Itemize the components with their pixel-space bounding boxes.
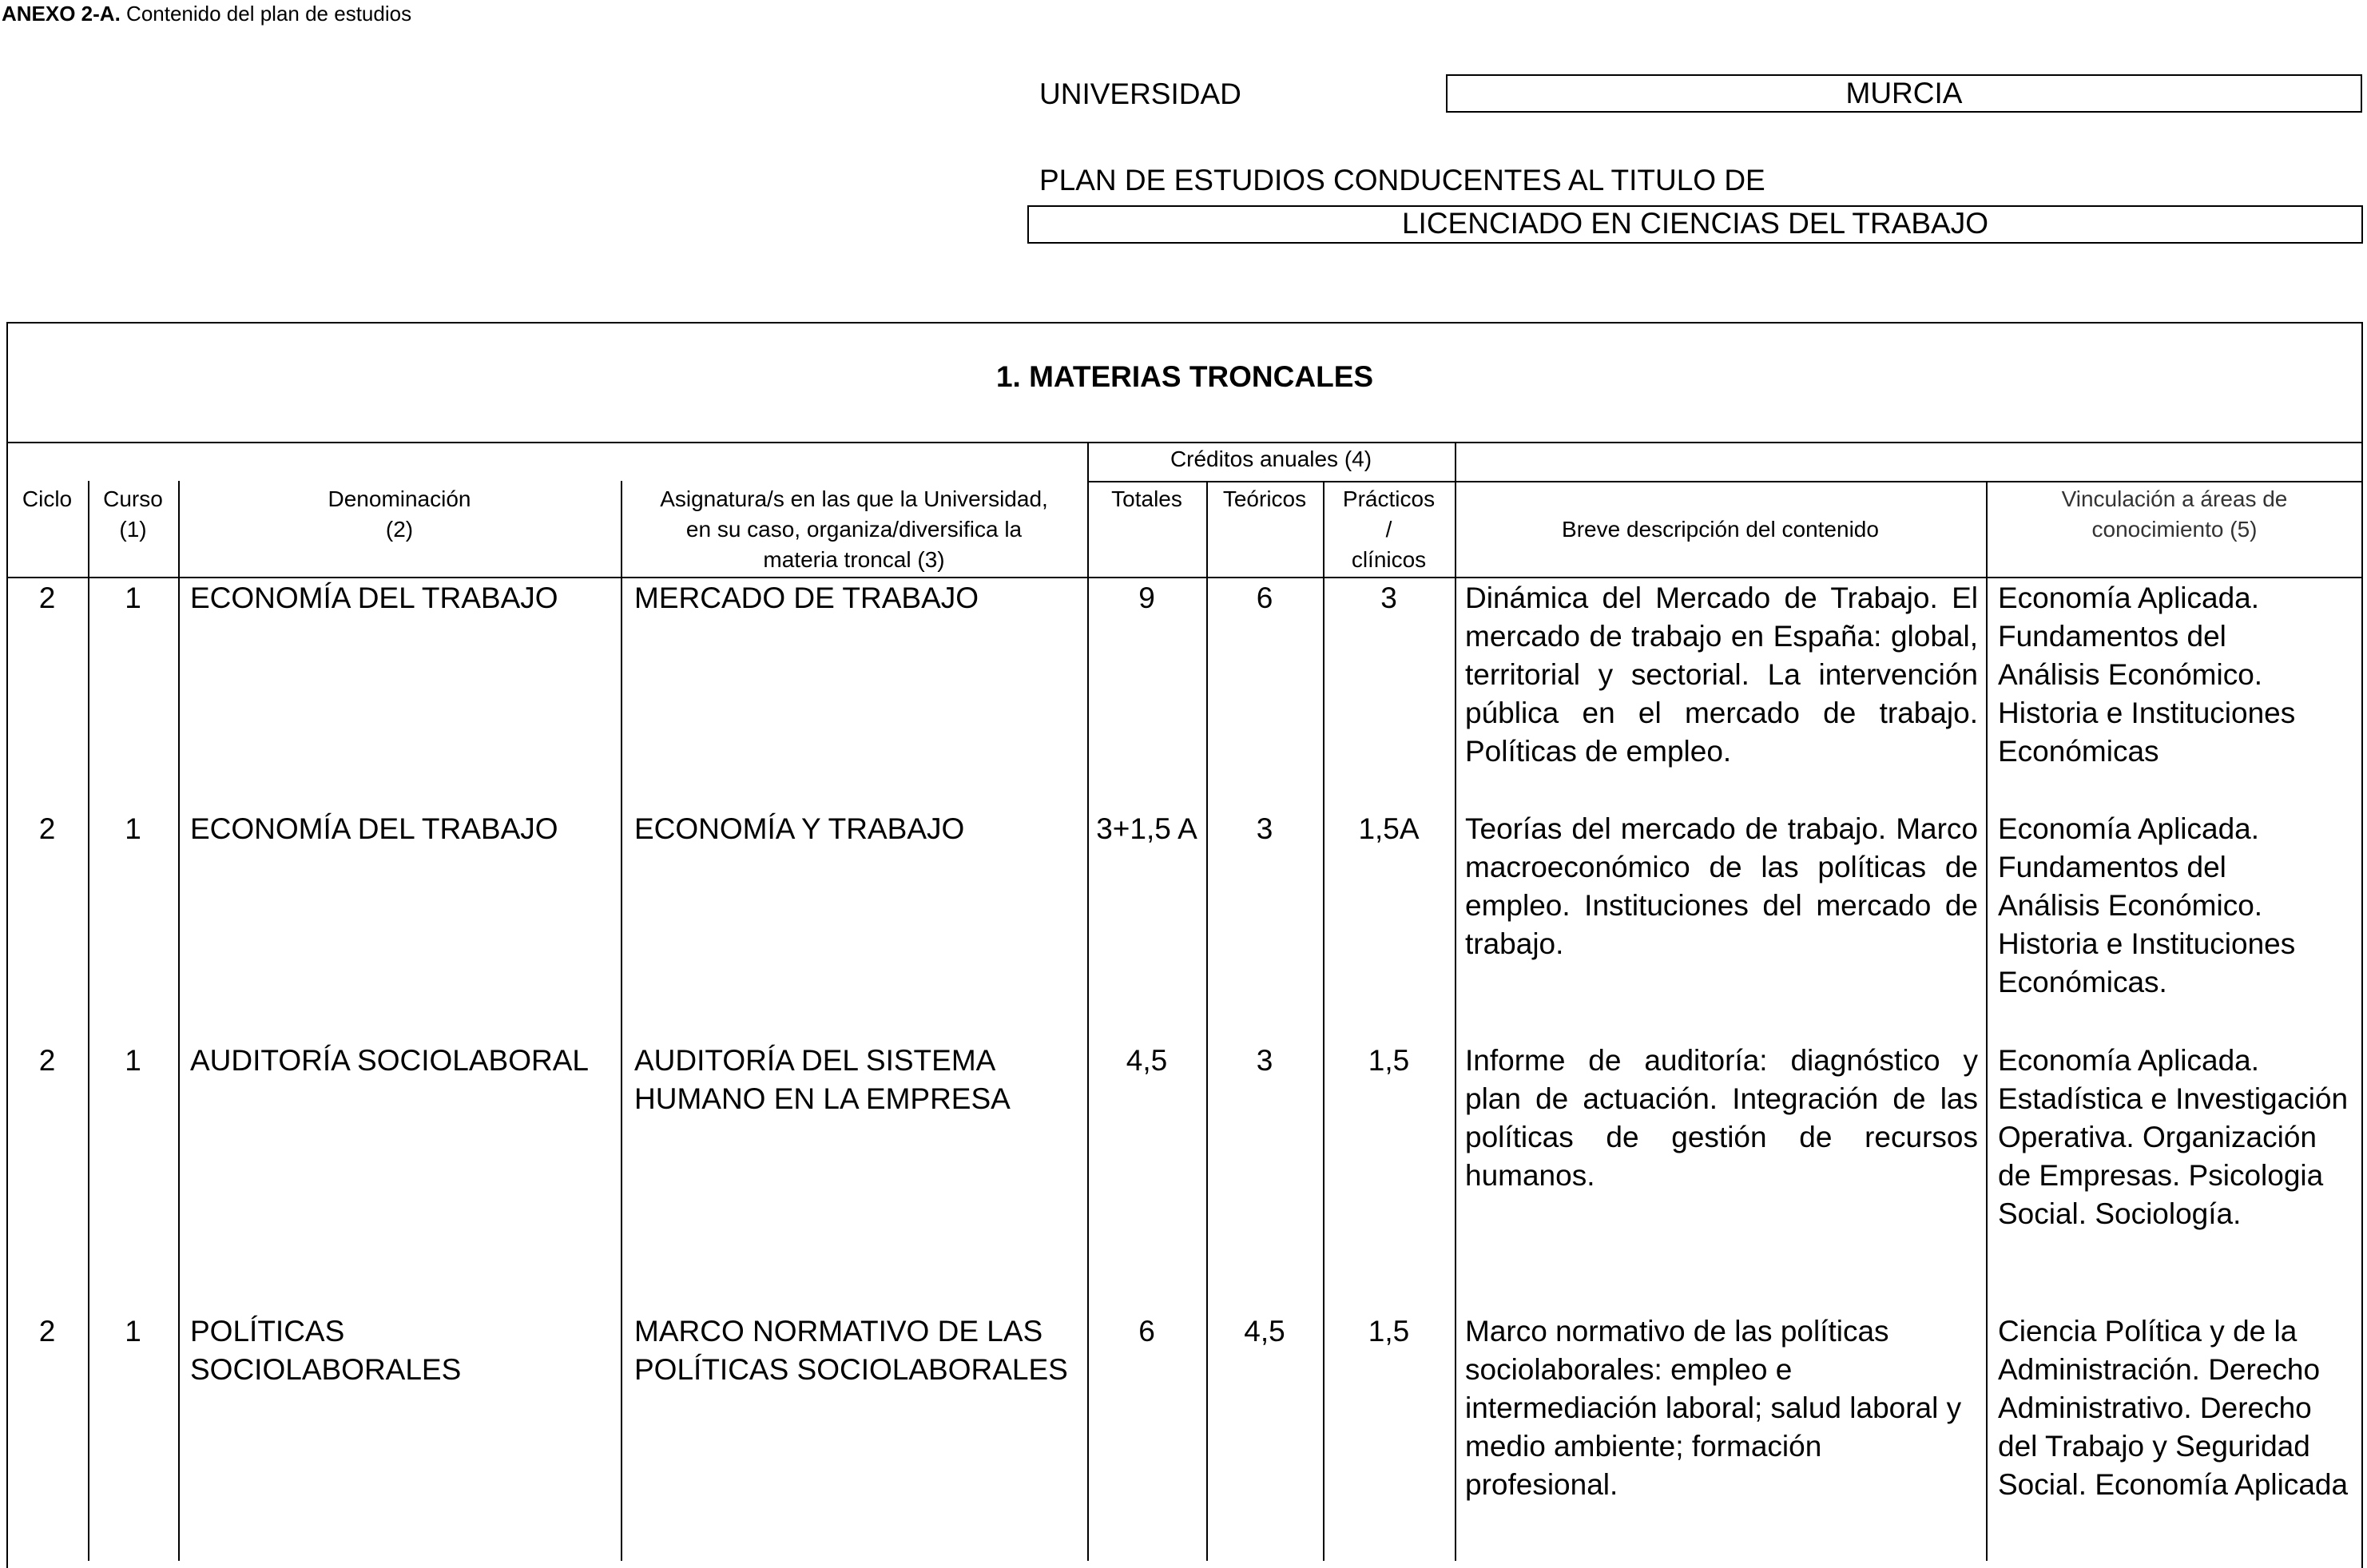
col-sep-1 xyxy=(88,481,89,1561)
col-sep-6 xyxy=(1323,481,1324,1561)
row3-descripcion: Informe de auditoría: diagnóstico y plan de actuación. Integración de las políticas de gestión de recursos humanos. xyxy=(1465,1044,1978,1192)
col-sep-5 xyxy=(1206,481,1208,1561)
row1-vinculacion: Economía Aplicada. Fundamentos del Análisis Económico. Historia e Instituciones Económicas xyxy=(1998,582,2296,768)
row4-totales: 6 xyxy=(1138,1315,1155,1348)
header-vinculacion xyxy=(1986,484,2363,545)
header-curso xyxy=(88,484,178,545)
header-curso-line1: Curso xyxy=(103,486,163,511)
col-sep-8 xyxy=(1986,481,1988,1561)
row1-denominacion: ECONOMÍA DEL TRABAJO xyxy=(190,582,558,614)
header-practicos xyxy=(1323,484,1455,575)
plan-label: PLAN DE ESTUDIOS CONDUCENTES AL TITULO DE xyxy=(1039,164,1765,196)
header-ciclo: Ciclo xyxy=(22,486,73,511)
row2-curso: 1 xyxy=(125,812,141,845)
row1-teoricos: 6 xyxy=(1256,582,1273,614)
row3-totales: 4,5 xyxy=(1126,1044,1168,1077)
credits-group-header: Créditos anuales (4) xyxy=(1170,447,1372,471)
row2-vinculacion: Economía Aplicada. Fundamentos del Análisis Económico. Historia e Instituciones Económicas. xyxy=(1998,812,2296,998)
row2-practicos: 1,5A xyxy=(1358,812,1420,845)
row3-vinculacion: Economía Aplicada. Estadística e Investigación Operativa. Organización de Empresas. Psicologia Social. Sociología. xyxy=(1998,1044,2349,1230)
row2-totales: 3+1,5 A xyxy=(1096,812,1197,845)
row3-curso: 1 xyxy=(125,1044,141,1077)
row4-ciclo: 2 xyxy=(38,1315,56,1348)
rule-title-bottom xyxy=(6,442,2363,443)
annex-text: Contenido del plan de estudios xyxy=(120,2,412,26)
row4-practicos: 1,5 xyxy=(1368,1315,1410,1348)
header-descripcion: Breve descripción del contenido xyxy=(1562,517,1879,542)
header-practicos-line2: / xyxy=(1385,517,1392,542)
header-asignatura-line1: Asignatura/s en las que la Universidad, xyxy=(660,486,1048,511)
header-asignatura-line2: en su caso, organiza/diversifica la xyxy=(685,517,1023,542)
row1-asignatura: MERCADO DE TRABAJO xyxy=(634,582,979,614)
annex-label: ANEXO 2-A. xyxy=(2,2,121,26)
header-practicos-line1: Prácticos xyxy=(1342,486,1436,511)
row1-practicos: 3 xyxy=(1380,582,1397,614)
header-denominacion-line2: (2) xyxy=(385,517,414,542)
header-curso-line2: (1) xyxy=(119,517,147,542)
row2-ciclo: 2 xyxy=(38,812,56,845)
row1-ciclo: 2 xyxy=(38,582,56,614)
row4-denominacion: POLÍTICAS SOCIOLABORALES xyxy=(190,1315,462,1386)
row2-asignatura: ECONOMÍA Y TRABAJO xyxy=(634,812,965,845)
header-denominacion-line1: Denominación xyxy=(328,486,471,511)
header-denominacion xyxy=(178,484,621,545)
row4-curso: 1 xyxy=(125,1315,141,1348)
header-totales: Totales xyxy=(1111,486,1182,511)
col-sep-3 xyxy=(621,481,622,1561)
col-sep-7 xyxy=(1455,442,1456,1561)
rule-header-bottom xyxy=(6,577,2363,578)
table-title: 1. MATERIAS TRONCALES xyxy=(995,360,1374,393)
row2-descripcion: Teorías del mercado de trabajo. Marco macroeconómico de las políticas de empleo. Instituciones del mercado de trabajo. xyxy=(1465,812,1978,960)
header-teoricos: Teóricos xyxy=(1222,486,1307,511)
header-vinculacion-line2: conocimiento (5) xyxy=(2091,517,2258,542)
header-asignatura xyxy=(621,484,1087,575)
plan-value: LICENCIADO EN CIENCIAS DEL TRABAJO xyxy=(1027,205,2363,244)
row2-denominacion: ECONOMÍA DEL TRABAJO xyxy=(190,812,558,845)
row3-practicos: 1,5 xyxy=(1368,1044,1410,1077)
row4-asignatura: MARCO NORMATIVO DE LAS POLÍTICAS SOCIOLABORALES xyxy=(634,1315,1068,1386)
annex-heading xyxy=(2,2,411,26)
row1-descripcion: Dinámica del Mercado de Trabajo. El mercado de trabajo en España: global, territorial y sectorial. La intervención pública en el mercado de trabajo. Políticas de empleo. xyxy=(1465,582,1978,768)
col-sep-2 xyxy=(178,481,180,1561)
row3-asignatura: AUDITORÍA DEL SISTEMA HUMANO EN LA EMPRESA xyxy=(634,1044,1011,1115)
row4-teoricos: 4,5 xyxy=(1244,1315,1285,1348)
header-practicos-line3: clínicos xyxy=(1351,547,1427,572)
row3-teoricos: 3 xyxy=(1256,1044,1273,1077)
row4-vinculacion: Ciencia Política y de la Administración. Derecho Administrativo. Derecho del Trabajo y Seguridad Social. Economía Aplicada xyxy=(1998,1315,2349,1501)
row3-ciclo: 2 xyxy=(38,1044,56,1077)
header-vinculacion-line1: Vinculación a áreas de xyxy=(2061,486,2288,511)
header-asignatura-line3: materia troncal (3) xyxy=(763,547,945,572)
row3-denominacion: AUDITORÍA SOCIOLABORAL xyxy=(190,1044,589,1077)
row2-teoricos: 3 xyxy=(1256,812,1273,845)
row4-descripcion: Marco normativo de las políticas sociolaborales: empleo e intermediación laboral; salud laboral y medio ambiente; formación profesional. xyxy=(1465,1315,1962,1501)
rule-group-header xyxy=(1087,481,2363,482)
row1-totales: 9 xyxy=(1138,582,1155,614)
universidad-value: MURCIA xyxy=(1446,74,2362,113)
universidad-label: UNIVERSIDAD xyxy=(1039,77,1241,110)
row1-curso: 1 xyxy=(125,582,141,614)
